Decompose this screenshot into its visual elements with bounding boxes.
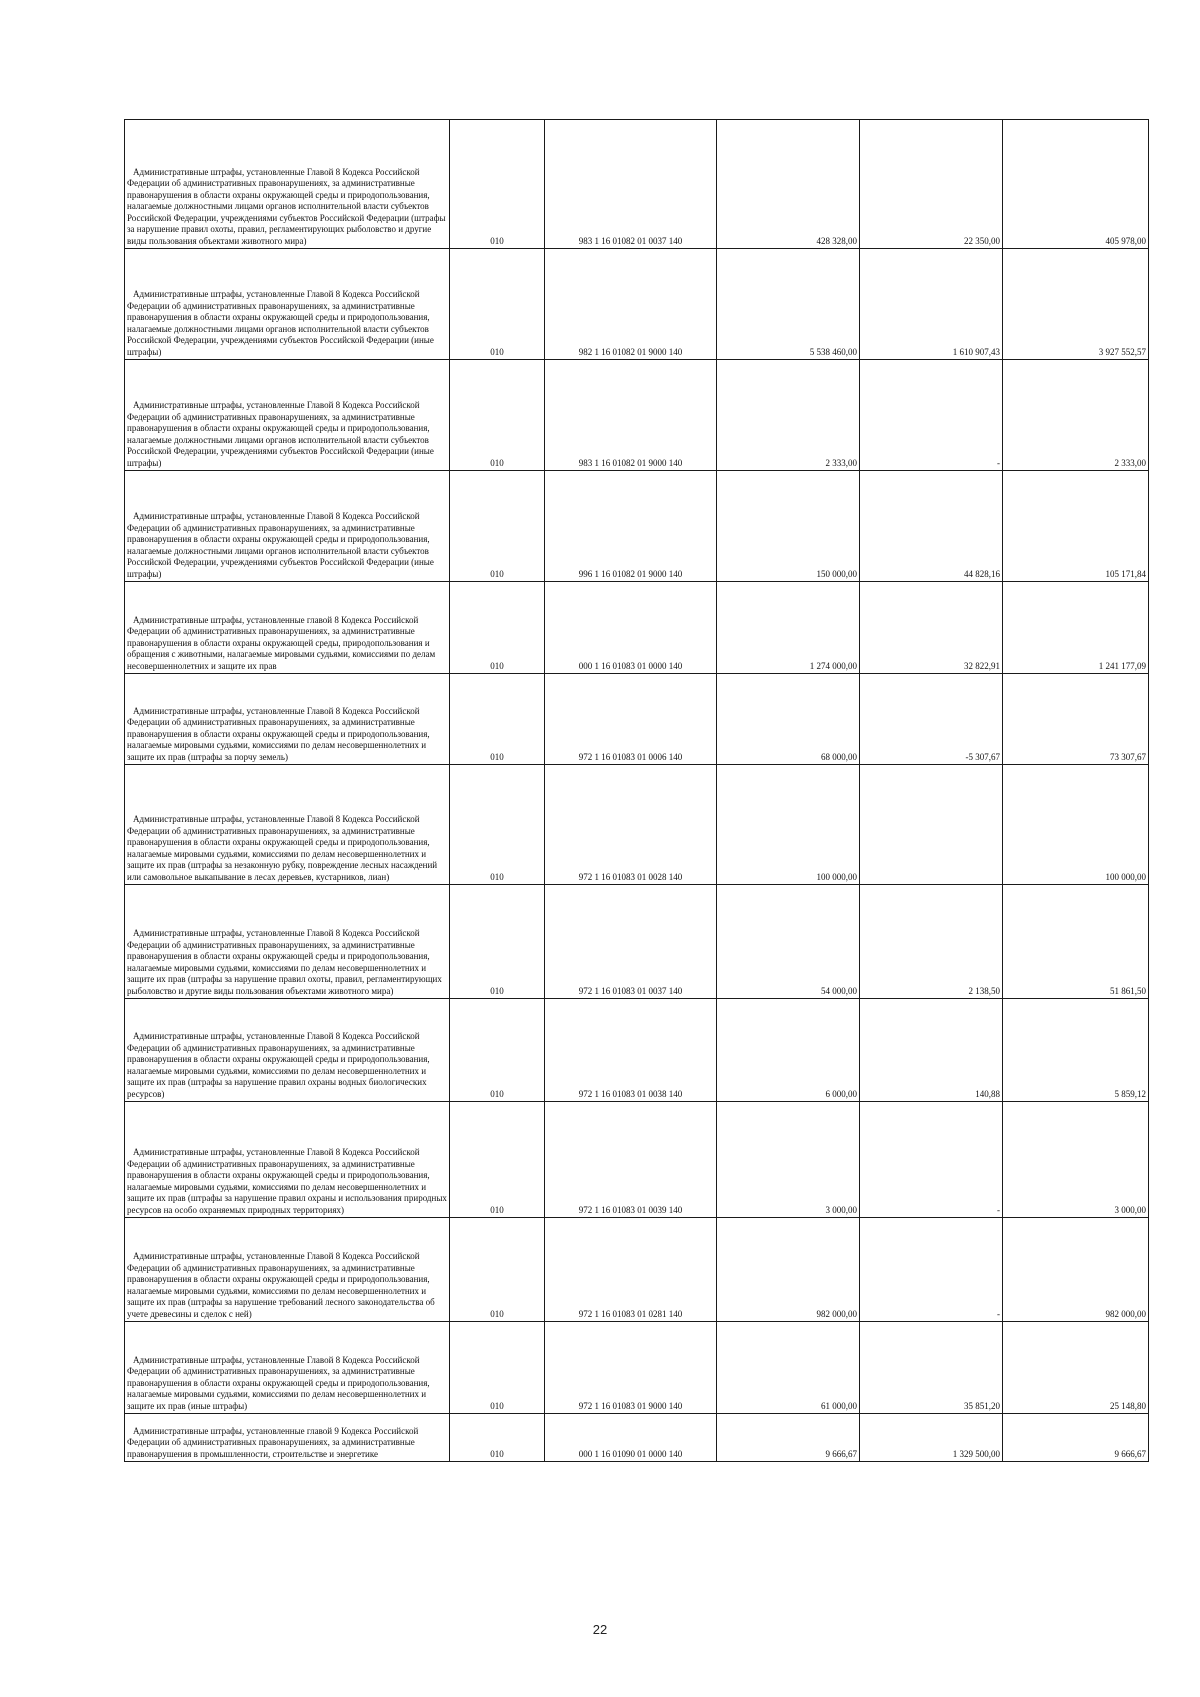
row-unexecuted-amount: 982 000,00 (1003, 1218, 1149, 1322)
row-unexecuted-amount: 73 307,67 (1003, 674, 1149, 765)
row-description: Административные штрафы, установленные Главой 8 Кодекса Российской Федерации об административных правонарушениях, за административные правонарушения в области охраны окружающей среды и природопользования, налагаемые должностными лицами органов исполнительной власти субъектов Российской Федерации, учреждениями субъектов Российской Федерации (иные штрафы) (125, 471, 450, 582)
row-description: Административные штрафы, установленные Главой 8 Кодекса Российской Федерации об административных правонарушениях, за административные правонарушения в области охраны окружающей среды и природопользования, налагаемые должностными лицами органов исполнительной власти субъектов Российской Федерации, учреждениями субъектов Российской Федерации (штрафы за нарушение правил охоты, правил, регламентирующих рыболовство и другие виды пользования объектами животного мира) (125, 120, 450, 249)
row-description: Административные штрафы, установленные Главой 8 Кодекса Российской Федерации об административных правонарушениях, за административные правонарушения в области охраны окружающей среды и природопользования, налагаемые должностными лицами органов исполнительной власти субъектов Российской Федерации, учреждениями субъектов Российской Федерации (иные штрафы) (125, 249, 450, 360)
row-description: Административные штрафы, установленные Главой 8 Кодекса Российской Федерации об административных правонарушениях, за административные правонарушения в области охраны окружающей среды и природопользования, налагаемые мировыми судьями, комиссиями по делам несовершеннолетних и защите их прав (штрафы за нарушение правил охраны и использования природных ресурсов на особо охраняемых природных территориях) (125, 1102, 450, 1218)
row-executed-amount: 32 822,91 (860, 582, 1003, 674)
row-unexecuted-amount: 3 000,00 (1003, 1102, 1149, 1218)
row-executed-amount: 2 138,50 (860, 885, 1003, 999)
row-budget-code: 972 1 16 01083 01 0028 140 (545, 765, 717, 885)
row-executed-amount: - (860, 1102, 1003, 1218)
row-line-code: 010 (450, 999, 545, 1102)
page-number: 22 (592, 1622, 608, 1637)
row-description: Административные штрафы, установленные Главой 8 Кодекса Российской Федерации об административных правонарушениях, за административные правонарушения в области охраны окружающей среды и природопользования, налагаемые мировыми судьями, комиссиями по делам несовершеннолетних и защите их прав (штрафы за нарушение правил охоты, правил, регламентирующих рыболовство и другие виды пользования объектами животного мира) (125, 885, 450, 999)
row-budget-code: 972 1 16 01083 01 0006 140 (545, 674, 717, 765)
row-unexecuted-amount: 2 333,00 (1003, 360, 1149, 471)
row-approved-amount: 3 000,00 (717, 1102, 860, 1218)
table-row (125, 360, 1149, 471)
row-approved-amount: 68 000,00 (717, 674, 860, 765)
table-row (125, 120, 1149, 249)
row-approved-amount: 1 274 000,00 (717, 582, 860, 674)
revenue-table (124, 119, 1149, 1462)
row-unexecuted-amount: 105 171,84 (1003, 471, 1149, 582)
row-approved-amount: 54 000,00 (717, 885, 860, 999)
row-unexecuted-amount: 3 927 552,57 (1003, 249, 1149, 360)
table-row (125, 249, 1149, 360)
row-line-code: 010 (450, 674, 545, 765)
row-executed-amount: - (860, 1218, 1003, 1322)
row-line-code: 010 (450, 471, 545, 582)
row-approved-amount: 9 666,67 (717, 1414, 860, 1462)
table-row (125, 885, 1149, 999)
table-row (125, 674, 1149, 765)
row-budget-code: 000 1 16 01090 01 0000 140 (545, 1414, 717, 1462)
row-line-code: 010 (450, 249, 545, 360)
table-row (125, 1218, 1149, 1322)
row-approved-amount: 982 000,00 (717, 1218, 860, 1322)
row-description: Административные штрафы, установленные Главой 8 Кодекса Российской Федерации об административных правонарушениях, за административные правонарушения в области охраны окружающей среды и природопользования, налагаемые мировыми судьями, комиссиями по делам несовершеннолетних и защите их прав (штрафы за порчу земель) (125, 674, 450, 765)
row-description: Административные штрафы, установленные главой 8 Кодекса Российской Федерации об административных правонарушениях, за административные правонарушения в области охраны окружающей среды, природопользования и обращения с животными, налагаемые мировыми судьями, комиссиями по делам несовершеннолетних и защите их прав (125, 582, 450, 674)
row-executed-amount: 35 851,20 (860, 1322, 1003, 1414)
row-budget-code: 972 1 16 01083 01 0037 140 (545, 885, 717, 999)
table-row (125, 1322, 1149, 1414)
row-unexecuted-amount: 9 666,67 (1003, 1414, 1149, 1462)
table-row (125, 1102, 1149, 1218)
table-row (125, 999, 1149, 1102)
row-budget-code: 972 1 16 01083 01 9000 140 (545, 1322, 717, 1414)
row-executed-amount (860, 765, 1003, 885)
row-line-code: 010 (450, 1322, 545, 1414)
row-budget-code: 972 1 16 01083 01 0281 140 (545, 1218, 717, 1322)
row-budget-code: 983 1 16 01082 01 9000 140 (545, 360, 717, 471)
row-executed-amount: 44 828,16 (860, 471, 1003, 582)
row-executed-amount: 1 610 907,43 (860, 249, 1003, 360)
row-line-code: 010 (450, 1414, 545, 1462)
row-line-code: 010 (450, 765, 545, 885)
row-description: Административные штрафы, установленные главой 9 Кодекса Российской Федерации об административных правонарушениях, за административные правонарушения в промышленности, строительстве и энергетике (125, 1414, 450, 1462)
report-sheet (124, 119, 1148, 1462)
row-line-code: 010 (450, 582, 545, 674)
row-budget-code: 982 1 16 01082 01 9000 140 (545, 249, 717, 360)
row-budget-code: 972 1 16 01083 01 0039 140 (545, 1102, 717, 1218)
row-line-code: 010 (450, 1102, 545, 1218)
row-approved-amount: 2 333,00 (717, 360, 860, 471)
row-unexecuted-amount: 5 859,12 (1003, 999, 1149, 1102)
row-description: Административные штрафы, установленные Главой 8 Кодекса Российской Федерации об административных правонарушениях, за административные правонарушения в области охраны окружающей среды и природопользования, налагаемые должностными лицами органов исполнительной власти субъектов Российской Федерации, учреждениями субъектов Российской Федерации (иные штрафы) (125, 360, 450, 471)
row-unexecuted-amount: 25 148,80 (1003, 1322, 1149, 1414)
row-executed-amount: 1 329 500,00 (860, 1414, 1003, 1462)
row-unexecuted-amount: 100 000,00 (1003, 765, 1149, 885)
row-approved-amount: 6 000,00 (717, 999, 860, 1102)
table-row (125, 471, 1149, 582)
table-row (125, 582, 1149, 674)
row-budget-code: 983 1 16 01082 01 0037 140 (545, 120, 717, 249)
row-budget-code: 000 1 16 01083 01 0000 140 (545, 582, 717, 674)
row-budget-code: 972 1 16 01083 01 0038 140 (545, 999, 717, 1102)
row-description: Административные штрафы, установленные Главой 8 Кодекса Российской Федерации об административных правонарушениях, за административные правонарушения в области охраны окружающей среды и природопользования, налагаемые мировыми судьями, комиссиями по делам несовершеннолетних и защите их прав (иные штрафы) (125, 1322, 450, 1414)
row-line-code: 010 (450, 360, 545, 471)
row-line-code: 010 (450, 885, 545, 999)
row-executed-amount: -5 307,67 (860, 674, 1003, 765)
row-description: Административные штрафы, установленные Главой 8 Кодекса Российской Федерации об административных правонарушениях, за административные правонарушения в области охраны окружающей среды и природопользования, налагаемые мировыми судьями, комиссиями по делам несовершеннолетних и защите их прав (штрафы за нарушение правил охраны водных биологических ресурсов) (125, 999, 450, 1102)
row-unexecuted-amount: 405 978,00 (1003, 120, 1149, 249)
row-description: Административные штрафы, установленные Главой 8 Кодекса Российской Федерации об административных правонарушениях, за административные правонарушения в области охраны окружающей среды и природопользования, налагаемые мировыми судьями, комиссиями по делам несовершеннолетних и защите их прав (штрафы за нарушение требований лесного законодательства об учете древесины и сделок с ней) (125, 1218, 450, 1322)
row-executed-amount: 22 350,00 (860, 120, 1003, 249)
row-description: Административные штрафы, установленные Главой 8 Кодекса Российской Федерации об административных правонарушениях, за административные правонарушения в области охраны окружающей среды и природопользования, налагаемые мировыми судьями, комиссиями по делам несовершеннолетних и защите их прав (штрафы за незаконную рубку, повреждение лесных насаждений или самовольное выкапывание в лесах деревьев, кустарников, лиан) (125, 765, 450, 885)
table-row (125, 1414, 1149, 1462)
row-approved-amount: 150 000,00 (717, 471, 860, 582)
row-approved-amount: 100 000,00 (717, 765, 860, 885)
row-executed-amount: - (860, 360, 1003, 471)
row-line-code: 010 (450, 120, 545, 249)
row-unexecuted-amount: 51 861,50 (1003, 885, 1149, 999)
table-body (125, 120, 1149, 1462)
row-approved-amount: 61 000,00 (717, 1322, 860, 1414)
row-budget-code: 996 1 16 01082 01 9000 140 (545, 471, 717, 582)
row-approved-amount: 5 538 460,00 (717, 249, 860, 360)
row-unexecuted-amount: 1 241 177,09 (1003, 582, 1149, 674)
row-line-code: 010 (450, 1218, 545, 1322)
row-executed-amount: 140,88 (860, 999, 1003, 1102)
table-row (125, 765, 1149, 885)
row-approved-amount: 428 328,00 (717, 120, 860, 249)
